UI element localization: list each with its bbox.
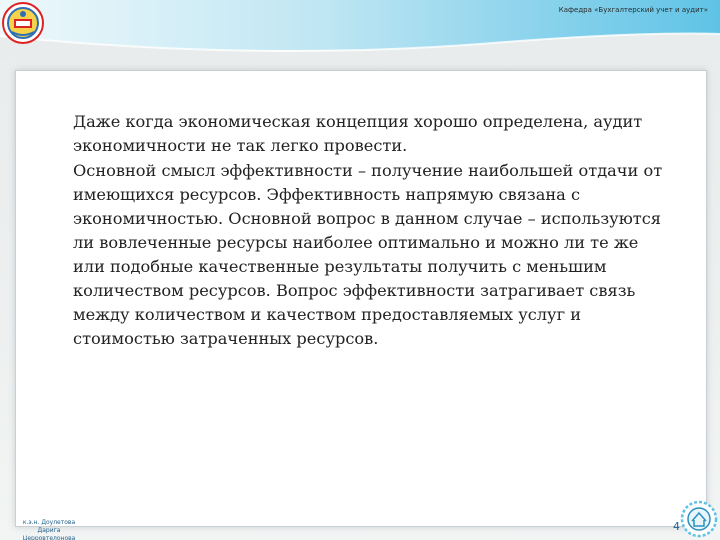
university-emblem-icon: [2, 2, 44, 44]
footer-author: [14, 519, 84, 540]
department-emblem-icon: [680, 500, 718, 538]
paragraph: Основной смысл эффективности – получение наибольшей отдачи от имеющихся ресурсов. Эффективность напрямую связана с экономичностью. Основной вопрос в данном случае – используются ли вовлеченные ресурсы наиболее оптимально и можно ли те же или подобные качественные результаты получить с меньшим количеством ресурсов. Вопрос эффективности затрагивает связь между количеством и качеством предоставляемых услуг и стоимостью затраченных ресурсов.: [73, 161, 663, 348]
paragraph: Даже когда экономическая концепция хорошо определена, аудит экономичности не так легко провести.: [73, 112, 643, 155]
header-wave: [0, 22, 720, 62]
footer-author-line: к.э.н. Доулетова Дарига: [22, 519, 76, 534]
footer-author-line: Церровтелонова: [22, 535, 76, 540]
body-text: [73, 110, 673, 352]
page-number: 4: [673, 520, 680, 533]
header-title: Кафедра «Бухгалтерский учет и аудит»: [558, 6, 708, 14]
